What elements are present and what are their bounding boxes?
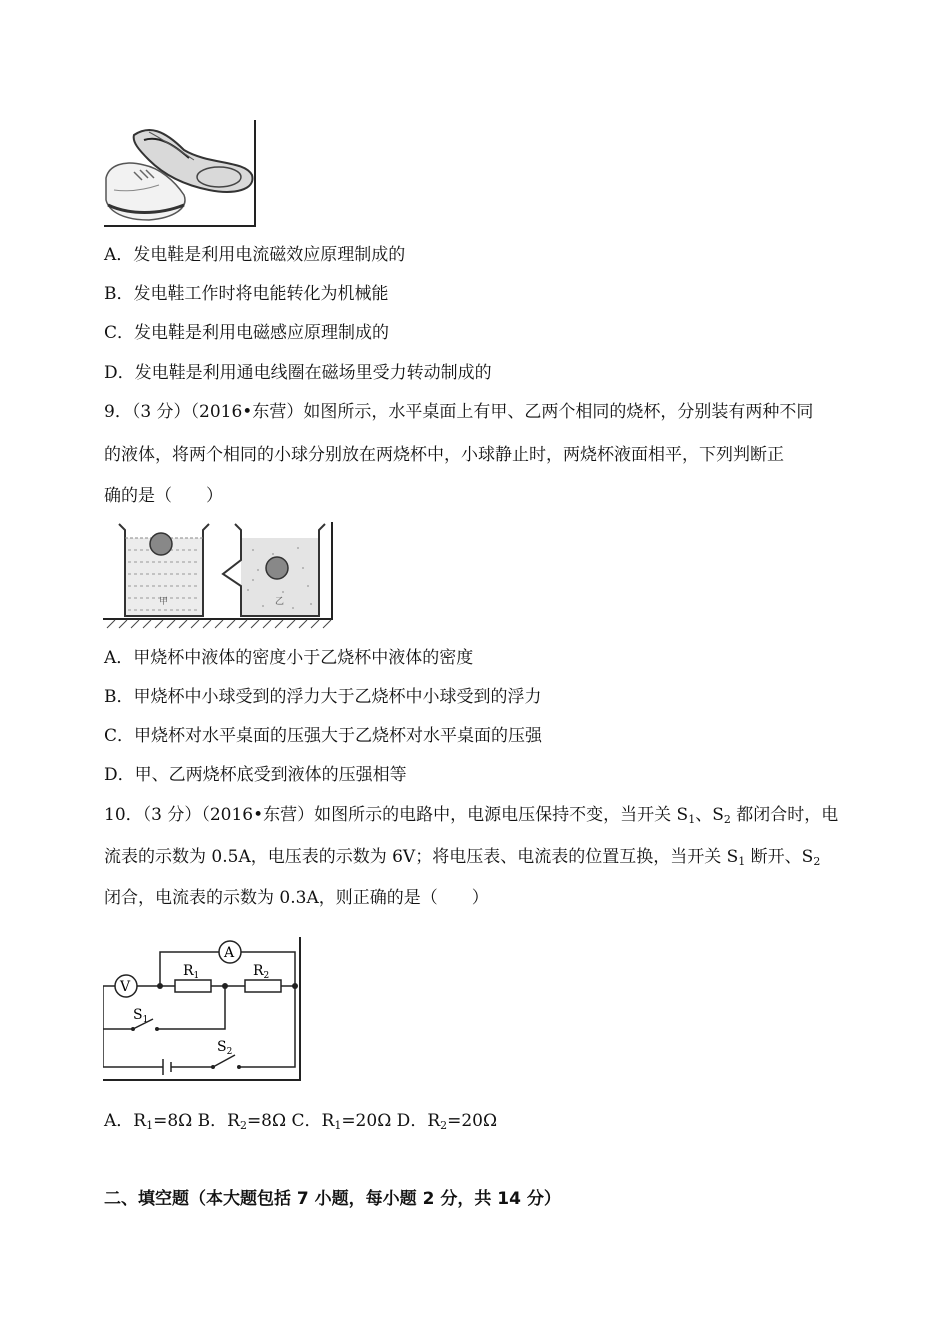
s2-label (217, 1039, 232, 1057)
circuit-figure (103, 935, 303, 1083)
r2-sub: 2 (263, 971, 270, 981)
q10-option-a: A．R (104, 1111, 147, 1131)
q8-option-b: B．发电鞋工作时将电能转化为机械能 (104, 284, 389, 304)
q10-options (104, 1110, 497, 1137)
beakers-figure (103, 520, 335, 632)
r1-label (183, 963, 199, 981)
q10-stem-sub: 1 (688, 813, 696, 826)
shoe-generator-figure (104, 120, 256, 228)
q10-stem-line1-part3: 都闭合时，电 (730, 805, 839, 825)
r1-sub: 1 (193, 971, 200, 981)
q9-option-c: C．甲烧杯对水平桌面的压强大于乙烧杯对水平桌面的压强 (104, 726, 543, 746)
q8-option-a: A．发电鞋是利用电流磁效应原理制成的 (104, 245, 406, 265)
q8-option-c: C．发电鞋是利用电磁感应原理制成的 (104, 323, 390, 343)
q10-stem-line1 (104, 804, 838, 831)
q10-stem-sub: 1 (738, 855, 746, 868)
q10-option-text: =8Ω B．R (153, 1111, 240, 1131)
q10-stem-line3: 闭合，电流表的示数为 0.3A，则正确的是（ ） (104, 888, 489, 908)
beaker-left-label: 甲 (159, 597, 169, 607)
q10-stem-line2-part2: 断开、S (745, 847, 814, 867)
voltmeter-label: V (120, 979, 131, 995)
q8-option-d: D．发电鞋是利用通电线圈在磁场里受力转动制成的 (104, 363, 492, 383)
r2-label (253, 963, 269, 981)
q10-option-sub: 2 (440, 1119, 448, 1132)
q10-stem-line1-part1: 10．（3 分）（2016•东营）如图所示的电路中，电源电压保持不变，当开关 S (104, 805, 689, 825)
s1-sub: 1 (142, 1015, 149, 1025)
q10-option-text: =20Ω (447, 1111, 498, 1131)
section-heading: 二、填空题（本大题包括 7 小题，每小题 2 分，共 14 分） (104, 1189, 561, 1209)
q10-option-sub: 2 (239, 1119, 247, 1132)
s2-sub: 2 (226, 1047, 233, 1057)
s2-letter: S (217, 1039, 227, 1055)
q9-option-a: A．甲烧杯中液体的密度小于乙烧杯中液体的密度 (104, 648, 474, 668)
q9-option-b: B．甲烧杯中小球受到的浮力大于乙烧杯中小球受到的浮力 (104, 687, 542, 707)
r2-letter: R (253, 963, 264, 979)
q10-stem-line1-part2: 、S (695, 805, 724, 825)
q10-option-text: =8Ω C．R (246, 1111, 335, 1131)
q10-stem-line2-part1: 流表的示数为 0.5A，电压表的示数为 6V；将电压表、电流表的位置互换，当开关 S (104, 847, 739, 867)
q10-option-sub: 1 (334, 1119, 342, 1132)
q10-option-text: =20Ω D．R (341, 1111, 441, 1131)
s1-letter: S (133, 1007, 143, 1023)
q9-stem-line2: 的液体，将两个相同的小球分别放在两烧杯中，小球静止时，两烧杯液面相平，下列判断正 (104, 445, 784, 465)
q9-stem-line1: 9．（3 分）（2016•东营）如图所示，水平桌面上有甲、乙两个相同的烧杯，分别装有两种不同 (104, 402, 814, 422)
beaker-right-label: 乙 (275, 597, 285, 607)
q10-stem-sub: 2 (813, 855, 821, 868)
ammeter-label: A (224, 945, 235, 961)
q10-stem-line2 (104, 846, 820, 873)
q10-stem-sub: 2 (723, 813, 731, 826)
q9-stem-line3: 确的是（ ） (104, 486, 223, 506)
s1-label (133, 1007, 148, 1025)
q10-option-sub: 1 (146, 1119, 154, 1132)
r1-letter: R (183, 963, 194, 979)
q9-option-d: D．甲、乙两烧杯底受到液体的压强相等 (104, 765, 407, 785)
